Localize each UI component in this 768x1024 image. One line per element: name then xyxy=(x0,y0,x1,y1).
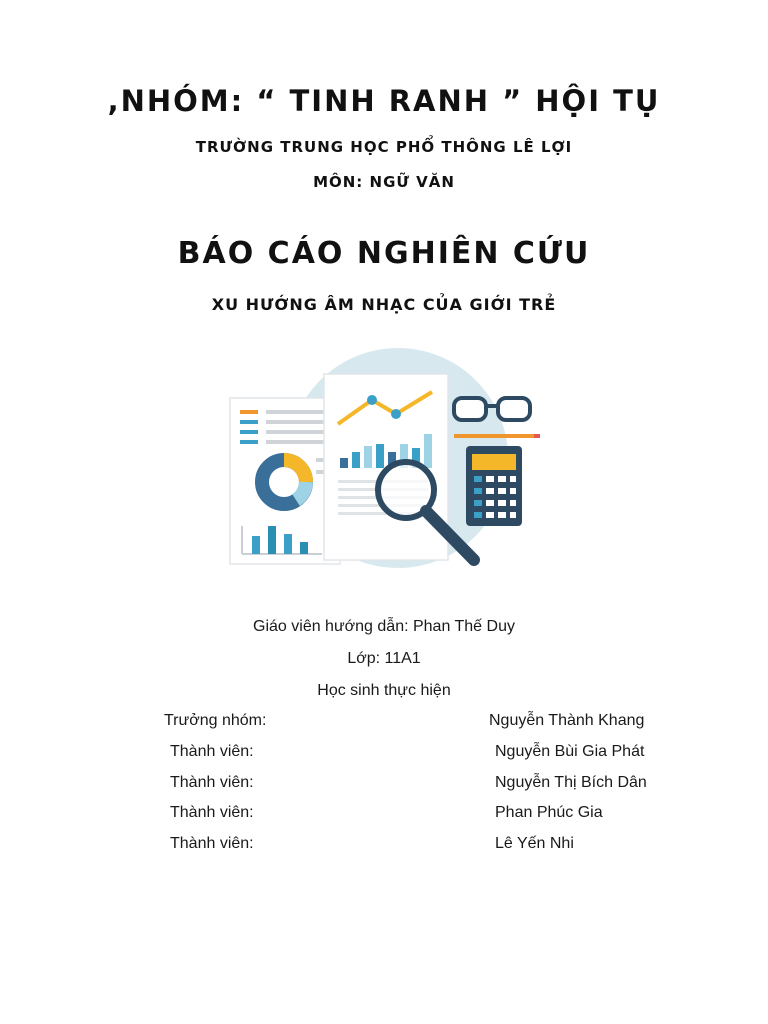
member-row xyxy=(0,743,768,765)
pencil-icon xyxy=(454,434,540,438)
school-name: TRƯỜNG TRUNG HỌC PHỔ THÔNG LÊ LỢI xyxy=(195,138,573,156)
member-row xyxy=(0,774,768,796)
member-row xyxy=(0,835,768,857)
member-row xyxy=(0,804,768,826)
report-subtitle: XU HƯỚNG ÂM NHẠC CỦA GIỚI TRẺ xyxy=(211,295,557,314)
member-row-leader xyxy=(0,712,768,734)
member-name: Lê Yến Nhi xyxy=(495,835,574,852)
member-role: Thành viên: xyxy=(170,743,254,760)
member-name: Nguyễn Bùi Gia Phát xyxy=(495,743,645,760)
class-line: Lớp: 11A1 xyxy=(347,650,421,667)
member-name: Nguyễn Thị Bích Dân xyxy=(495,774,647,791)
member-role: Trưởng nhóm: xyxy=(164,712,267,729)
report-title: BÁO CÁO NGHIÊN CỨU xyxy=(177,236,591,271)
member-role: Thành viên: xyxy=(170,774,254,791)
member-name: Phan Phúc Gia xyxy=(495,804,603,821)
subject-line: MÔN: NGỮ VĂN xyxy=(313,173,455,191)
member-name: Nguyễn Thành Khang xyxy=(489,712,645,729)
member-role: Thành viên: xyxy=(170,835,254,852)
students-heading: Học sinh thực hiện xyxy=(317,682,451,699)
calculator-icon xyxy=(466,446,522,526)
research-illustration xyxy=(226,348,546,578)
group-title: ,NHÓM: “ TINH RANH ” HỘI TỤ xyxy=(107,84,661,118)
teacher-line: Giáo viên hướng dẫn: Phan Thế Duy xyxy=(253,618,515,635)
member-role: Thành viên: xyxy=(170,804,254,821)
